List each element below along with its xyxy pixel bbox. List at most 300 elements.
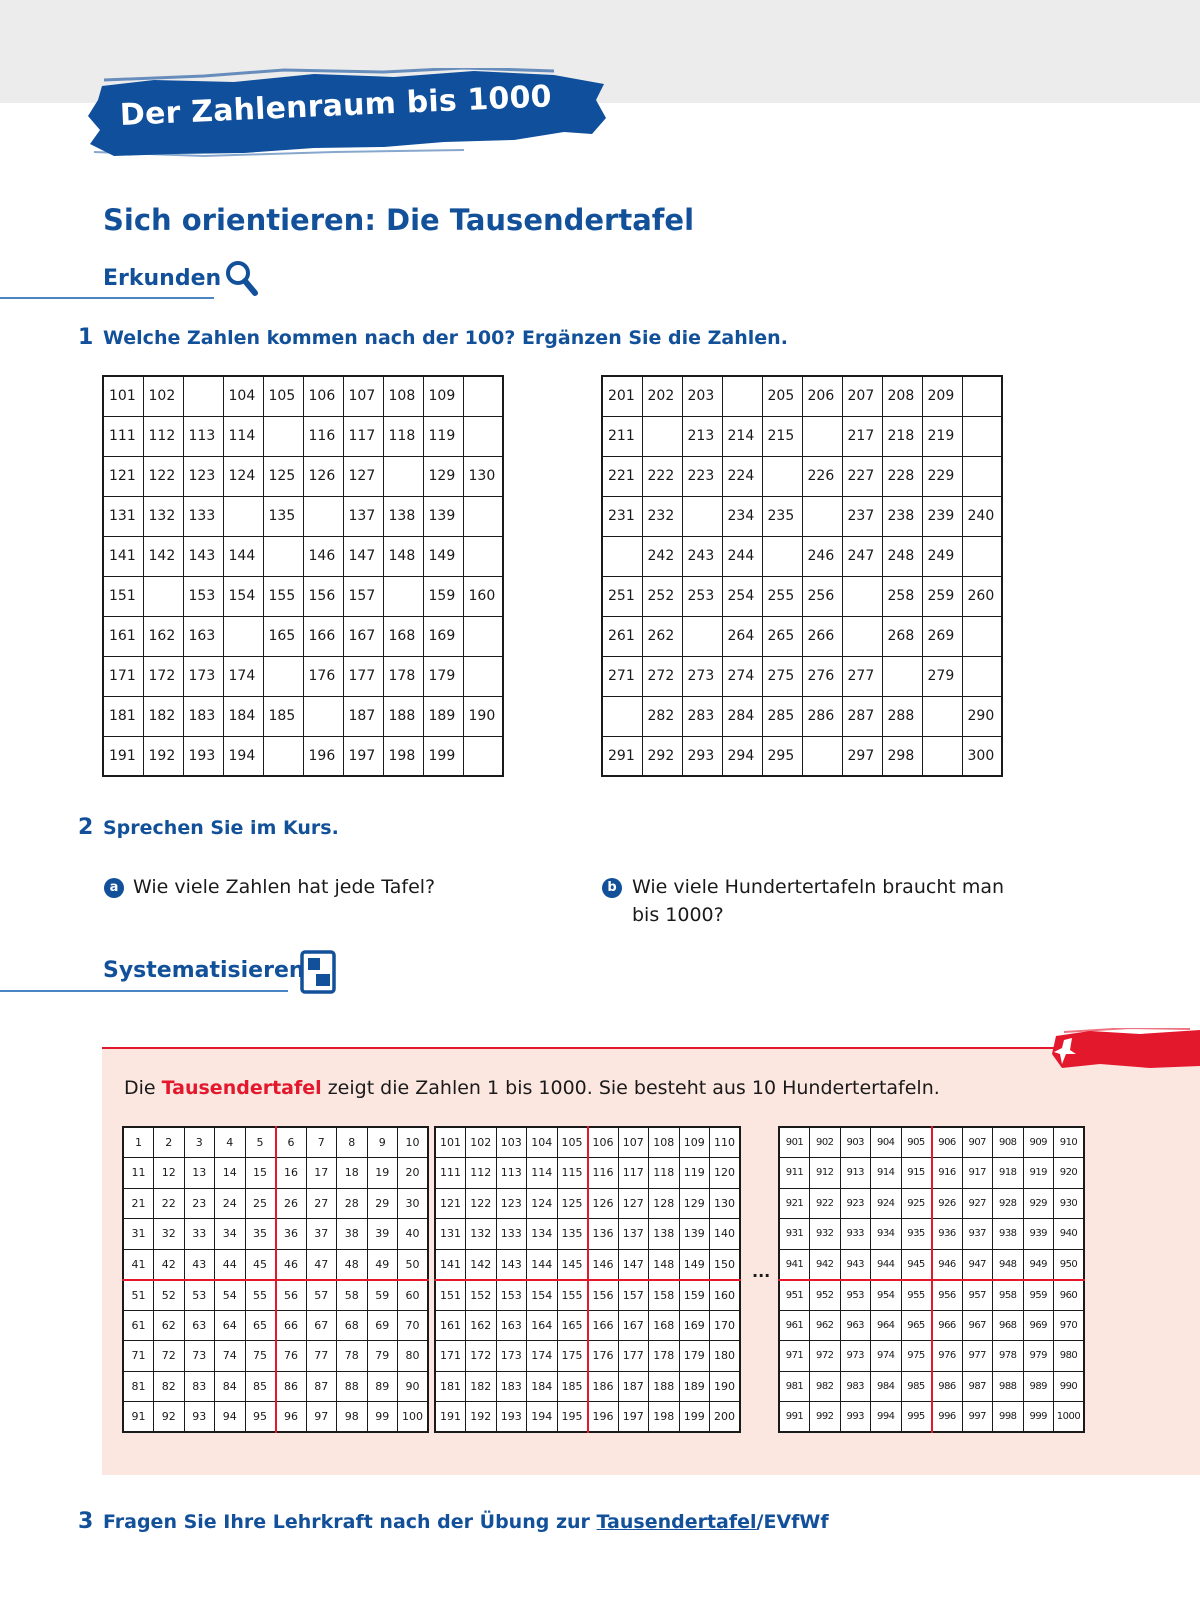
table-cell: 121 [103,456,143,496]
grid-cell: 192 [466,1402,497,1433]
table-cell[interactable] [962,376,1002,416]
table-cell: 237 [842,496,882,536]
grid-row [779,1371,1084,1402]
table-cell: 174 [223,656,263,696]
table-cell[interactable] [463,736,503,776]
grid-cell: 179 [679,1341,710,1372]
grid-cell: 160 [710,1280,741,1311]
table-cell[interactable] [223,496,263,536]
grid-cell: 912 [810,1158,841,1189]
grid-cell: 163 [496,1310,527,1341]
grid-cell: 169 [679,1310,710,1341]
table-cell: 269 [922,616,962,656]
table-cell[interactable] [962,656,1002,696]
grid-row [435,1310,740,1341]
grid-cell: 30 [398,1188,429,1219]
grid-row [123,1158,428,1189]
grid-cell: 47 [306,1249,337,1280]
grid-cell: 111 [435,1158,466,1189]
table-cell: 232 [642,496,682,536]
table-cell: 298 [882,736,922,776]
table-cell[interactable] [223,616,263,656]
systematize-heading: Systematisieren [103,958,305,983]
grid-cell: 72 [154,1341,185,1372]
grid-cell: 45 [245,1249,276,1280]
table-cell[interactable] [383,456,423,496]
grid-cell: 962 [810,1310,841,1341]
table-cell: 181 [103,696,143,736]
table-cell[interactable] [263,416,303,456]
table-cell: 193 [183,736,223,776]
grid-cell: 973 [840,1341,871,1372]
grid-cell: 90 [398,1371,429,1402]
grid-cell: 903 [840,1127,871,1158]
grid-cell: 138 [649,1219,680,1250]
grid-row [123,1219,428,1250]
grid-cell: 142 [466,1249,497,1280]
grid-cell: 81 [123,1371,154,1402]
grid-cell: 911 [779,1158,810,1189]
grid-row [435,1341,740,1372]
grid-cell: 103 [496,1127,527,1158]
grid-cell: 25 [245,1188,276,1219]
table-cell[interactable] [882,656,922,696]
grid-cell: 63 [184,1310,215,1341]
grid-cell: 978 [993,1341,1024,1372]
grid-cell: 151 [435,1280,466,1311]
grid-cell: 118 [649,1158,680,1189]
grid-cell: 918 [993,1158,1024,1189]
tausendertafel-link[interactable]: Tausendertafel [596,1511,757,1533]
grid-cell: 154 [527,1280,558,1311]
table-cell[interactable] [143,576,183,616]
grid-cell: 177 [618,1341,649,1372]
table-row [602,416,1002,456]
grid-cell: 59 [367,1280,398,1311]
table-cell: 205 [762,376,802,416]
grid-cell: 914 [871,1158,902,1189]
table-cell[interactable] [602,696,642,736]
table-cell: 105 [263,376,303,416]
grid-cell: 960 [1054,1280,1085,1311]
grid-cell: 976 [932,1341,963,1372]
grid-cell: 67 [306,1310,337,1341]
grid-cell: 982 [810,1371,841,1402]
grid-cell: 915 [901,1158,932,1189]
table-row [602,736,1002,776]
grid-cell: 110 [710,1127,741,1158]
grid-cell: 86 [276,1371,307,1402]
grid-row [435,1219,740,1250]
table-cell[interactable] [263,736,303,776]
grid-cell: 964 [871,1310,902,1341]
grid-row [123,1127,428,1158]
grid-cell: 62 [154,1310,185,1341]
table-cell: 279 [922,656,962,696]
grid-cell: 995 [901,1402,932,1433]
grid-cell: 124 [527,1188,558,1219]
task-2-text: Sprechen Sie im Kurs. [103,817,339,839]
grid-cell: 174 [527,1341,558,1372]
grid-cell: 956 [932,1280,963,1311]
table-cell: 188 [383,696,423,736]
table-cell: 124 [223,456,263,496]
grid-cell: 917 [962,1158,993,1189]
grid-cell: 923 [840,1188,871,1219]
table-cell[interactable] [762,456,802,496]
grid-cell: 82 [154,1371,185,1402]
grid-row [779,1127,1084,1158]
table-cell: 255 [762,576,802,616]
grid-cell: 145 [557,1249,588,1280]
grid-cell: 968 [993,1310,1024,1341]
table-cell[interactable] [183,376,223,416]
chapter-title: Der Zahlenraum bis 1000 [119,79,553,133]
table-cell[interactable] [303,496,343,536]
grid-cell: 147 [618,1249,649,1280]
table-cell: 137 [343,496,383,536]
table-cell[interactable] [802,736,842,776]
grid-cell: 144 [527,1249,558,1280]
question-b-line-2: bis 1000? [632,904,724,926]
table-row [602,456,1002,496]
info-highlight: Tausendertafel [161,1077,322,1099]
table-row [103,496,503,536]
table-cell: 260 [962,576,1002,616]
grid-cell: 157 [618,1280,649,1311]
grid-cell: 122 [466,1188,497,1219]
grid-cell: 129 [679,1188,710,1219]
table-cell[interactable] [463,416,503,456]
table-cell[interactable] [642,416,682,456]
grid-cell: 143 [496,1249,527,1280]
grid-cell: 185 [557,1371,588,1402]
table-cell[interactable] [842,616,882,656]
grid-cell: 993 [840,1402,871,1433]
grid-cell: 95 [245,1402,276,1433]
grid-cell: 181 [435,1371,466,1402]
grid-cell: 125 [557,1188,588,1219]
table-cell[interactable] [922,736,962,776]
table-cell: 192 [143,736,183,776]
grid-cell: 69 [367,1310,398,1341]
grid-cell: 954 [871,1280,902,1311]
table-cell: 229 [922,456,962,496]
table-row [103,536,503,576]
grid-cell: 958 [993,1280,1024,1311]
table-cell: 227 [842,456,882,496]
grid-cell: 21 [123,1188,154,1219]
grid-cell: 76 [276,1341,307,1372]
grid-cell: 979 [1023,1341,1054,1372]
table-cell: 276 [802,656,842,696]
table-cell: 172 [143,656,183,696]
grid-cell: 164 [527,1310,558,1341]
table-cell: 231 [602,496,642,536]
table-cell[interactable] [263,536,303,576]
grid-cell: 171 [435,1341,466,1372]
grid-cell: 922 [810,1188,841,1219]
table-cell[interactable] [962,536,1002,576]
table-cell: 154 [223,576,263,616]
table-cell[interactable] [682,496,722,536]
grid-cell: 133 [496,1219,527,1250]
table-cell: 264 [722,616,762,656]
grid-cell: 17 [306,1158,337,1189]
grid-cell: 972 [810,1341,841,1372]
grid-cell: 7 [306,1127,337,1158]
table-cell: 238 [882,496,922,536]
table-cell: 139 [423,496,463,536]
grid-cell: 16 [276,1158,307,1189]
table-cell: 156 [303,576,343,616]
table-cell: 266 [802,616,842,656]
grid-row [123,1280,428,1311]
grid-row [435,1280,740,1311]
table-cell[interactable] [762,536,802,576]
table-cell[interactable] [263,656,303,696]
explore-heading: Erkunden [103,266,222,291]
grid-cell: 77 [306,1341,337,1372]
grid-cell: 936 [932,1219,963,1250]
grid-cell: 51 [123,1280,154,1311]
grid-cell: 907 [962,1127,993,1158]
grid-cell: 8 [337,1127,368,1158]
table-cell: 122 [143,456,183,496]
grid-cell: 191 [435,1402,466,1433]
grid-cell: 79 [367,1341,398,1372]
grid-cell: 36 [276,1219,307,1250]
grid-cell: 989 [1023,1371,1054,1402]
grid-cell: 127 [618,1188,649,1219]
table-cell[interactable] [303,696,343,736]
task-1-number: 1 [78,325,94,350]
grid-cell: 100 [398,1402,429,1433]
grid-cell: 168 [649,1310,680,1341]
grid-row [779,1188,1084,1219]
grid-cell: 83 [184,1371,215,1402]
grid-cell: 170 [710,1310,741,1341]
grid-cell: 194 [527,1402,558,1433]
table-cell: 244 [722,536,762,576]
grid-cell: 20 [398,1158,429,1189]
grid-cell: 158 [649,1280,680,1311]
grid-cell: 999 [1023,1402,1054,1433]
grid-row [435,1402,740,1433]
grid-cell: 13 [184,1158,215,1189]
grid-cell: 105 [557,1127,588,1158]
grid-cell: 967 [962,1310,993,1341]
grid-cell: 80 [398,1341,429,1372]
table-cell[interactable] [962,616,1002,656]
grid-cell: 6 [276,1127,307,1158]
table-cell: 176 [303,656,343,696]
table-cell: 256 [802,576,842,616]
table-cell[interactable] [962,456,1002,496]
table-cell: 208 [882,376,922,416]
table-cell[interactable] [463,376,503,416]
grid-cell: 975 [901,1341,932,1372]
table-cell[interactable] [463,616,503,656]
table-cell: 207 [842,376,882,416]
table-cell: 135 [263,496,303,536]
grid-cell: 156 [588,1280,619,1311]
table-cell: 160 [463,576,503,616]
table-cell[interactable] [722,376,762,416]
table-cell: 196 [303,736,343,776]
grid-cell: 951 [779,1280,810,1311]
info-text-post: zeigt die Zahlen 1 bis 1000. Sie besteht aus 10 Hundertertafeln. [321,1077,940,1099]
table-cell[interactable] [842,576,882,616]
grid-cell: 14 [215,1158,246,1189]
table-cell: 162 [143,616,183,656]
grid-cell: 963 [840,1310,871,1341]
table-cell: 144 [223,536,263,576]
grid-cell: 180 [710,1341,741,1372]
grid-cell: 12 [154,1158,185,1189]
grid-cell: 977 [962,1341,993,1372]
table-cell: 222 [642,456,682,496]
table-cell[interactable] [802,416,842,456]
grid-row [123,1188,428,1219]
table-cell: 219 [922,416,962,456]
grid-cell: 66 [276,1310,307,1341]
table-cell: 287 [842,696,882,736]
grid-cell: 102 [466,1127,497,1158]
table-cell[interactable] [962,416,1002,456]
table-row [602,376,1002,416]
grid-cell: 140 [710,1219,741,1250]
table-cell: 252 [642,576,682,616]
table-cell[interactable] [383,576,423,616]
grid-cell: 178 [649,1341,680,1372]
grid-cell: 971 [779,1341,810,1372]
table-cell: 286 [802,696,842,736]
grid-cell: 5 [245,1127,276,1158]
table-cell: 102 [143,376,183,416]
grid-row [779,1219,1084,1250]
grid-cell: 11 [123,1158,154,1189]
table-cell: 114 [223,416,263,456]
table-cell: 240 [962,496,1002,536]
grid-row [779,1249,1084,1280]
grid-cell: 172 [466,1341,497,1372]
table-cell: 249 [922,536,962,576]
grid-cell: 10 [398,1127,429,1158]
grid-cell: 115 [557,1158,588,1189]
systematize-underline [0,990,288,992]
table-cell[interactable] [682,616,722,656]
table-cell: 146 [303,536,343,576]
table-cell[interactable] [922,696,962,736]
table-cell: 290 [962,696,1002,736]
table-cell: 293 [682,736,722,776]
grid-cell: 161 [435,1310,466,1341]
grid-cell: 70 [398,1310,429,1341]
table-cell: 209 [922,376,962,416]
grid-cell: 19 [367,1158,398,1189]
grid-cell: 18 [337,1158,368,1189]
grid-cell: 992 [810,1402,841,1433]
table-cell: 258 [882,576,922,616]
grid-row [435,1188,740,1219]
grid-cell: 116 [588,1158,619,1189]
table-cell: 259 [922,576,962,616]
hundred-grid-101 [434,1126,741,1433]
grid-cell: 74 [215,1341,246,1372]
exercise-code: /EVfWf [756,1511,829,1533]
grid-cell: 84 [215,1371,246,1402]
table-cell: 138 [383,496,423,536]
grid-cell: 55 [245,1280,276,1311]
grid-cell: 23 [184,1188,215,1219]
grid-cell: 126 [588,1188,619,1219]
grid-cell: 986 [932,1371,963,1402]
table-cell: 130 [463,456,503,496]
grid-cell: 902 [810,1127,841,1158]
table-cell: 165 [263,616,303,656]
grid-row [779,1402,1084,1433]
grid-row [123,1402,428,1433]
table-cell: 254 [722,576,762,616]
grid-cell: 946 [932,1249,963,1280]
grid-cell: 942 [810,1249,841,1280]
grid-cell: 123 [496,1188,527,1219]
grid-cell: 99 [367,1402,398,1433]
grid-cell: 197 [618,1402,649,1433]
grid-cell: 926 [932,1188,963,1219]
grid-cell: 57 [306,1280,337,1311]
grid-cell: 141 [435,1249,466,1280]
grid-cell: 87 [306,1371,337,1402]
grid-cell: 39 [367,1219,398,1250]
question-b-badge: b [602,878,622,898]
table-cell[interactable] [802,496,842,536]
grid-cell: 950 [1054,1249,1085,1280]
grid-cell: 28 [337,1188,368,1219]
grid-cell: 988 [993,1371,1024,1402]
grid-cell: 938 [993,1219,1024,1250]
table-cell: 197 [343,736,383,776]
table-row [103,456,503,496]
grid-cell: 162 [466,1310,497,1341]
table-cell[interactable] [602,536,642,576]
grid-cell: 965 [901,1310,932,1341]
table-cell: 199 [423,736,463,776]
table-cell: 106 [303,376,343,416]
question-b-text [632,873,1004,929]
grid-cell: 37 [306,1219,337,1250]
table-cell: 189 [423,696,463,736]
grid-cell: 984 [871,1371,902,1402]
table-cell: 282 [642,696,682,736]
grid-cell: 27 [306,1188,337,1219]
table-cell[interactable] [463,496,503,536]
grid-cell: 53 [184,1280,215,1311]
table-cell: 261 [602,616,642,656]
grid-cell: 132 [466,1219,497,1250]
table-cell: 184 [223,696,263,736]
table-cell[interactable] [463,656,503,696]
table-cell[interactable] [463,536,503,576]
task-1-text: Welche Zahlen kommen nach der 100? Ergänzen Sie die Zahlen. [103,327,788,349]
table-row [103,416,503,456]
table-cell: 112 [143,416,183,456]
grid-cell: 149 [679,1249,710,1280]
grid-cell: 2 [154,1127,185,1158]
grid-cell: 128 [649,1188,680,1219]
grid-row [435,1249,740,1280]
